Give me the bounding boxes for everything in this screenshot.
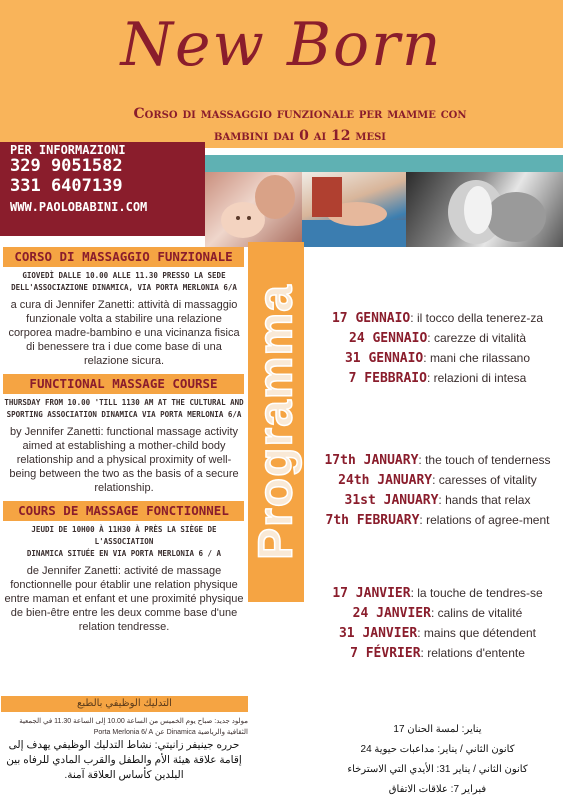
programme-topic: mani che rilassano xyxy=(429,351,530,365)
section-body: de Jennifer Zanetti: activité de massage fonctionnelle pour établir une relation physique entre maman et enfant et une proximité physique de bien-être entre les deux comme base d'une relation tendresse. xyxy=(4,565,244,633)
programme-date: 31st JANUARY xyxy=(344,493,439,508)
schedule-line: DINAMICA SITUÉE EN VIA PORTA MERLONIA 6 / A xyxy=(26,549,222,558)
programme-label xyxy=(248,242,304,602)
programme-date: 17 GENNAIO xyxy=(331,311,411,326)
programme-item: 31st JANUARY: hands that relax xyxy=(344,493,531,508)
section-italian xyxy=(0,247,248,372)
phone-number-2[interactable]: 331 6407139 xyxy=(10,176,123,196)
programme-italian xyxy=(312,310,563,390)
programme-english xyxy=(312,452,563,532)
programme-item: 7 FÉVRIER: relations d'entente xyxy=(350,646,525,661)
section-heading-arabic: التدليك الوظيفي بالطبع xyxy=(1,696,248,712)
programme-item: 24 GENNAIO: carezze di vitalità xyxy=(349,331,526,346)
schedule-line: THURSDAY FROM 10.00 'TILL 1130 AM AT THE CULTURAL AND xyxy=(4,398,244,407)
programme-item: يناير: لمسة الحنان 17 xyxy=(393,724,482,735)
programme-date: 17 JANVIER xyxy=(332,586,411,601)
programme-topic: carezze di vitalità xyxy=(433,331,526,345)
section-schedule xyxy=(0,521,248,562)
programme-date: 24th JANUARY xyxy=(338,473,433,488)
programme-label-text: Programma xyxy=(249,284,303,560)
programme-date: 24 GENNAIO xyxy=(349,331,428,346)
section-body-arabic: حرره جينيفر زانيتي: نشاط التدليك الوظيفي يهدف إلى إقامة علاقة هيئة الأم والطفل والقرب المادي للرفاه بين البلدين كأساس العلاقة آمنة. xyxy=(6,739,242,781)
programme-item: 24th JANUARY: caresses of vitality xyxy=(338,473,537,488)
schedule-line: JEUDI DE 10H00 À 11H30 À PRÈS LA SIÈGE DE L'ASSOCIATION xyxy=(31,525,217,546)
schedule-line: GIOVEDÌ DALLE 10.00 ALLE 11.30 PRESSO LA SEDE xyxy=(22,271,226,280)
programme-item: 17th JANUARY: the touch of tenderness xyxy=(324,453,551,468)
programme-french xyxy=(312,585,563,665)
programme-item: 17 GENNAIO: il tocco della tenerez-za xyxy=(331,311,544,326)
programme-arabic xyxy=(312,720,563,800)
programme-topic: caresses of vitality xyxy=(438,473,537,487)
programme-item: 24 JANVIER: calins de vitalité xyxy=(352,606,523,621)
programme-date: 7 FEBBRAIO xyxy=(348,371,427,386)
contact-label: PER INFORMAZIONI xyxy=(10,143,126,157)
website-link[interactable]: WWW.PAOLOBABINI.COM xyxy=(10,200,148,214)
programme-topic: relations of agree-ment xyxy=(426,513,550,527)
programme-topic: relazioni di intesa xyxy=(433,371,527,385)
programme-item: كانون الثاني / يناير: مداعبات حيوية 24 xyxy=(360,744,515,755)
subtitle-line-2: bambini dai 0 ai 12 mesi xyxy=(214,128,386,144)
programme-date: 7 FÉVRIER xyxy=(350,646,421,661)
section-schedule xyxy=(0,267,248,296)
section-english xyxy=(0,374,248,499)
programme-date: 31 JANVIER xyxy=(338,626,418,641)
programme-item: كانون الثاني / يناير 31: الأيدي التي الاسترخاء xyxy=(347,764,528,775)
section-heading: FUNCTIONAL MASSAGE COURSE xyxy=(3,374,244,394)
section-body: by Jennifer Zanetti: functional massage activity aimed at establishing a mother-child body relationship and a physical proximity of well-being between the two as the basis of a secure relationship. xyxy=(9,426,239,494)
programme-item: 31 GENNAIO: mani che rilassano xyxy=(344,351,530,366)
programme-topic: il tocco della tenerez-za xyxy=(416,311,544,325)
schedule-line: DELL'ASSOCIAZIONE DINAMICA, VIA PORTA MERLONIA 6/A xyxy=(11,283,237,292)
programme-date: 24 JANVIER xyxy=(352,606,431,621)
programme-topic: relations d'entente xyxy=(427,646,525,660)
programme-topic: the touch of tenderness xyxy=(425,453,551,467)
programme-date: 17th JANUARY xyxy=(324,453,419,468)
section-heading: CORSO DI MASSAGGIO FUNZIONALE xyxy=(3,247,244,267)
section-heading: COURS DE MASSAGE FONCTIONNEL xyxy=(3,501,244,521)
teal-divider xyxy=(182,155,563,172)
photo-mother-baby xyxy=(205,172,302,247)
photo-massage-hands xyxy=(302,172,406,247)
programme-topic: calins de vitalité xyxy=(437,606,523,620)
programme-item: 31 JANVIER: mains que détendent xyxy=(338,626,537,641)
programme-item: 7th FEBRUARY: relations of agree-ment xyxy=(325,513,550,528)
page-subtitle xyxy=(80,103,520,147)
section-french xyxy=(0,501,248,638)
schedule-line: SPORTING ASSOCIATION DINAMICA VIA PORTA MERLONIA 6/A xyxy=(6,410,242,419)
section-schedule-arabic: مولود جديد: صباح يوم الخميس من الساعة 10.00 إلى الساعة 11.30 في الجمعية الثقافية والرياضية Dinamica عن Porta Merlonia 6/ A xyxy=(19,718,248,736)
programme-date: 31 GENNAIO xyxy=(344,351,424,366)
programme-date: 7th FEBRUARY xyxy=(325,513,420,528)
programme-topic: la touche de tendres-se xyxy=(417,586,543,600)
phone-number-1[interactable]: 329 9051582 xyxy=(10,156,123,176)
programme-topic: hands that relax xyxy=(445,493,531,507)
page-title: New Born xyxy=(120,10,443,80)
programme-topic: mains que détendent xyxy=(423,626,537,640)
programme-item: 7 FEBBRAIO: relazioni di intesa xyxy=(348,371,527,386)
course-descriptions xyxy=(0,247,248,638)
programme-item: فبراير 7: علاقات الاتفاق xyxy=(388,784,487,795)
section-schedule xyxy=(0,394,248,423)
programme-item: 17 JANVIER: la touche de tendres-se xyxy=(332,586,543,601)
subtitle-line-1: Corso di massaggio funzionale per mamme con xyxy=(133,106,467,122)
section-body: a cura di Jennifer Zanetti: attività di massaggio funzionale volta a stabilire una relazione corporea madre-bambino e una vicinanza fisica di benessere tra i due come base di una relazione sicura. xyxy=(8,299,240,367)
photo-baby-feet xyxy=(406,172,563,247)
